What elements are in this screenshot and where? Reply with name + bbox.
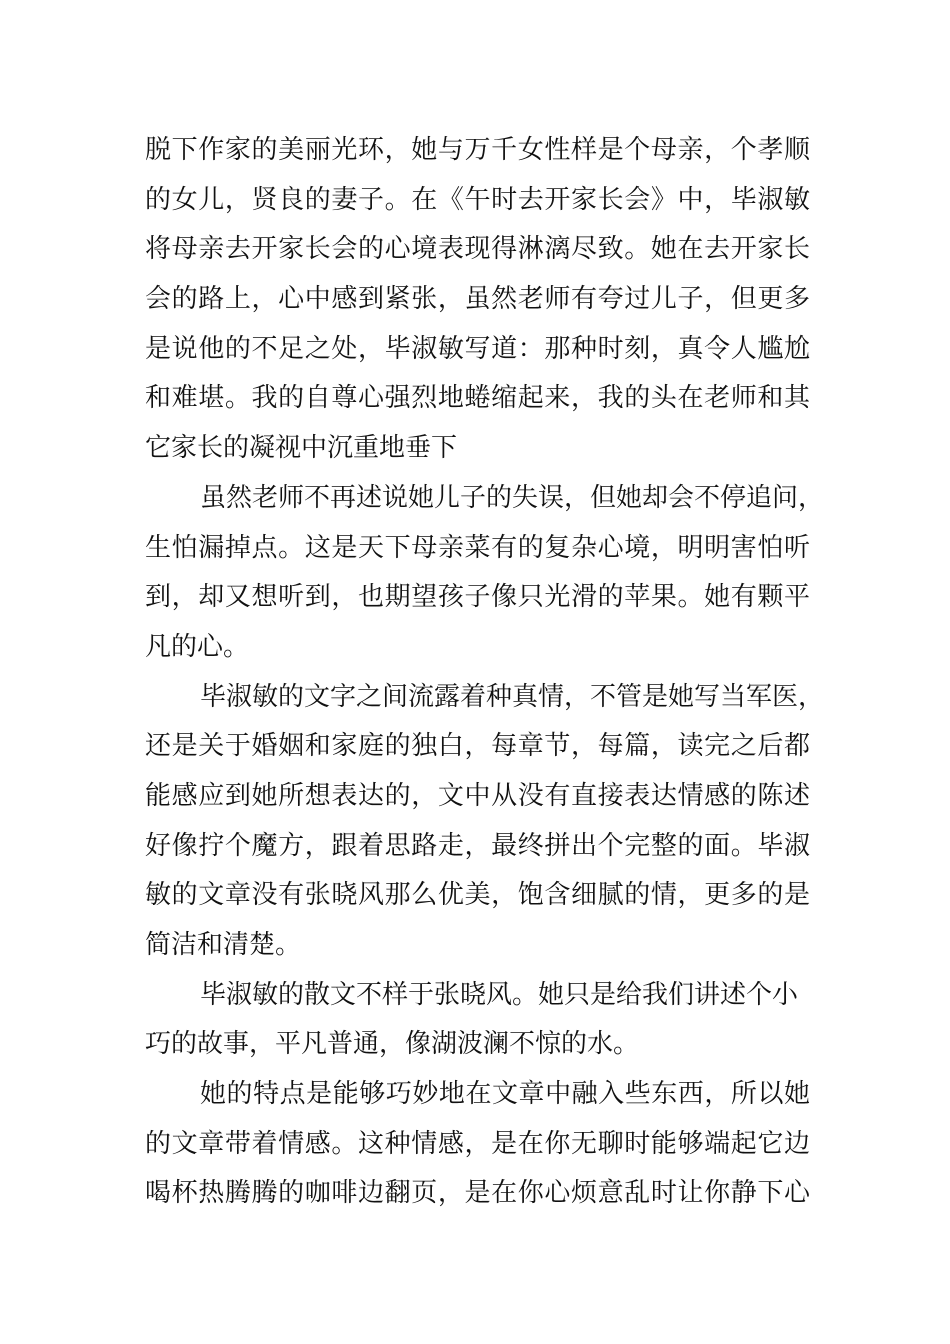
text-line: 好像拧个魔方，跟着思路走，最终拼出个完整的面。毕淑 (145, 830, 810, 861)
text-line: 毕淑敏的散文不样于张晓风。她只是给我们讲述个小 (200, 979, 799, 1010)
text-line: 简洁和清楚。 (145, 930, 302, 960)
text-line: 的女儿，贤良的妻子。在《午时去开家长会》中，毕淑敏 (145, 184, 810, 215)
text-line: 虽然老师不再述说她儿子的失误，但她却会不停追问， (200, 482, 825, 513)
text-line: 生怕漏掉点。这是天下母亲菜有的复杂心境，明明害怕听 (145, 532, 810, 563)
text-line: 到，却又想听到，也期望孩子像只光滑的苹果。她有颗平 (145, 582, 810, 613)
text-line: 喝杯热腾腾的咖啡边翻页，是在你心烦意乱时让你静下心 (145, 1178, 810, 1209)
text-line: 是说他的不足之处，毕淑敏写道：那种时刻，真令人尴尬 (145, 333, 810, 364)
text-line: 它家长的凝视中沉重地垂下 (145, 433, 458, 464)
text-line: 能感应到她所想表达的，文中从没有直接表达情感的陈述 (145, 780, 810, 811)
text-line: 凡的心。 (145, 631, 250, 662)
text-line: 还是关于婚姻和家庭的独白，每章节，每篇，读完之后都 (145, 731, 810, 762)
text-line: 脱下作家的美丽光环，她与万千女性样是个母亲，个孝顺 (145, 135, 810, 165)
text-line: 她的特点是能够巧妙地在文章中融入些东西，所以她 (200, 1079, 810, 1110)
text-line: 会的路上，心中感到紧张，虽然老师有夸过儿子，但更多 (145, 284, 810, 315)
text-line: 毕淑敏的文字之间流露着种真情，不管是她写当军医， (200, 681, 825, 712)
text-line: 敏的文章没有张晓风那么优美，饱含细腻的情，更多的是 (145, 880, 810, 911)
text-line: 将母亲去开家长会的心境表现得淋漓尽致。她在去开家长 (145, 234, 810, 265)
text-line: 巧的故事，平凡普通，像湖波澜不惊的水。 (145, 1029, 640, 1060)
text-line: 的文章带着情感。这种情感，是在你无聊时能够端起它边 (145, 1128, 810, 1159)
text-line: 和难堪。我的自尊心强烈地蜷缩起来，我的头在老师和其 (145, 383, 810, 414)
body-text (145, 126, 825, 1219)
